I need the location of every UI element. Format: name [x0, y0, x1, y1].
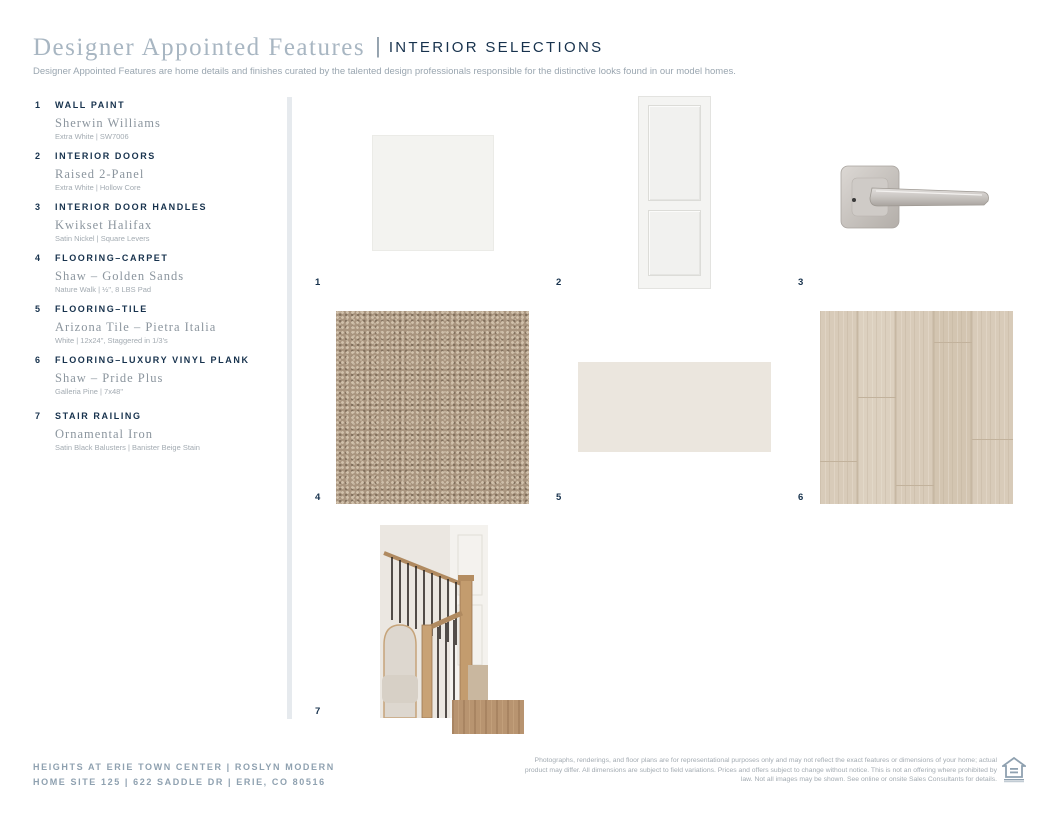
lvp-swatch — [820, 311, 1013, 504]
feature-name: Ornamental Iron — [55, 427, 153, 441]
feature-heading — [35, 202, 275, 212]
feature-number: 4 — [35, 253, 42, 263]
footer-disclaimer: Photographs, renderings, and floor plans are for representational purposes only and may not reflect the exact features or dimensions of your home; actual product may differ. All dimensions are subject to field variations. Prices and offers subject to change without notice. This is not an offering where prohibited by law. Not all images may be shown. See online or onsite Sales Consultants for details. — [524, 757, 997, 784]
swatch-label: 1 — [315, 277, 321, 288]
feature-number: 5 — [35, 304, 42, 314]
feature-heading — [35, 355, 275, 365]
feature-heading — [35, 411, 275, 421]
stair-railing-illustration — [380, 525, 488, 718]
page-title — [33, 34, 603, 62]
equal-housing-icon — [1002, 757, 1026, 783]
footer-homesite: HOME SITE 125 | 622 SADDLE DR | ERIE, CO 80516 — [33, 777, 326, 787]
feature-name: Arizona Tile – Pietra Italia — [55, 320, 217, 334]
feature-name: Kwikset Halifax — [55, 218, 153, 232]
feature-detail: Nature Walk | ½", 8 LBS Pad — [55, 285, 152, 294]
feature-heading — [35, 100, 275, 110]
feature-category: STAIR RAILING — [55, 411, 142, 421]
door-upper-panel — [648, 105, 701, 201]
title-section: INTERIOR SELECTIONS — [388, 39, 604, 56]
feature-item — [35, 411, 275, 452]
feature-category: WALL PAINT — [55, 100, 126, 110]
feature-detail: White | 12x24", Staggered in 1/3's — [55, 336, 168, 345]
feature-detail: Galleria Pine | 7x48" — [55, 387, 123, 396]
feature-heading — [35, 151, 275, 161]
title-main: Designer Appointed Features — [33, 34, 366, 61]
swatch-label: 7 — [315, 706, 321, 717]
page-subtitle: Designer Appointed Features are home details and finishes curated by the talented design professionals responsible for the distinctive looks found in our model homes. — [33, 66, 736, 77]
feature-heading — [35, 253, 275, 263]
feature-number: 1 — [35, 100, 42, 110]
feature-item — [35, 253, 275, 294]
swatch-label: 2 — [556, 277, 562, 288]
feature-detail: Extra White | SW7006 — [55, 132, 129, 141]
title-separator: | — [375, 33, 381, 58]
feature-number: 7 — [35, 411, 42, 421]
feature-category: INTERIOR DOOR HANDLES — [55, 202, 208, 212]
feature-detail: Extra White | Hollow Core — [55, 183, 141, 192]
feature-number: 2 — [35, 151, 42, 161]
carpet-swatch — [336, 311, 529, 504]
feature-item — [35, 151, 275, 192]
swatch-label: 4 — [315, 492, 321, 503]
feature-detail: Satin Black Balusters | Banister Beige Stain — [55, 443, 200, 452]
feature-category: FLOORING–LUXURY VINYL PLANK — [55, 355, 250, 365]
feature-item — [35, 355, 275, 396]
feature-name: Shaw – Golden Sands — [55, 269, 185, 283]
swatch-label: 3 — [798, 277, 804, 288]
feature-category: INTERIOR DOORS — [55, 151, 156, 161]
feature-number: 3 — [35, 202, 42, 212]
stair-railing-image — [380, 525, 488, 718]
vertical-divider — [287, 97, 292, 719]
swatch-label: 6 — [798, 492, 804, 503]
feature-number: 6 — [35, 355, 42, 365]
feature-item — [35, 100, 275, 141]
swatch-label: 5 — [556, 492, 562, 503]
banister-wood-swatch — [452, 700, 524, 734]
feature-category: FLOORING–TILE — [55, 304, 148, 314]
feature-category: FLOORING–CARPET — [55, 253, 169, 263]
feature-item — [35, 304, 275, 345]
feature-detail: Satin Nickel | Square Levers — [55, 234, 150, 243]
door-handle-image — [838, 158, 992, 232]
door-lower-panel — [648, 210, 701, 276]
feature-item — [35, 202, 275, 243]
feature-heading — [35, 304, 275, 314]
wall-paint-swatch — [372, 135, 494, 251]
footer-community: HEIGHTS AT ERIE TOWN CENTER | ROSLYN MODERN — [33, 762, 335, 772]
feature-name: Shaw – Pride Plus — [55, 371, 164, 385]
tile-swatch — [578, 362, 771, 452]
feature-name: Raised 2-Panel — [55, 167, 145, 181]
footer-address — [33, 760, 335, 790]
feature-name: Sherwin Williams — [55, 116, 161, 130]
interior-door-image — [638, 96, 711, 289]
